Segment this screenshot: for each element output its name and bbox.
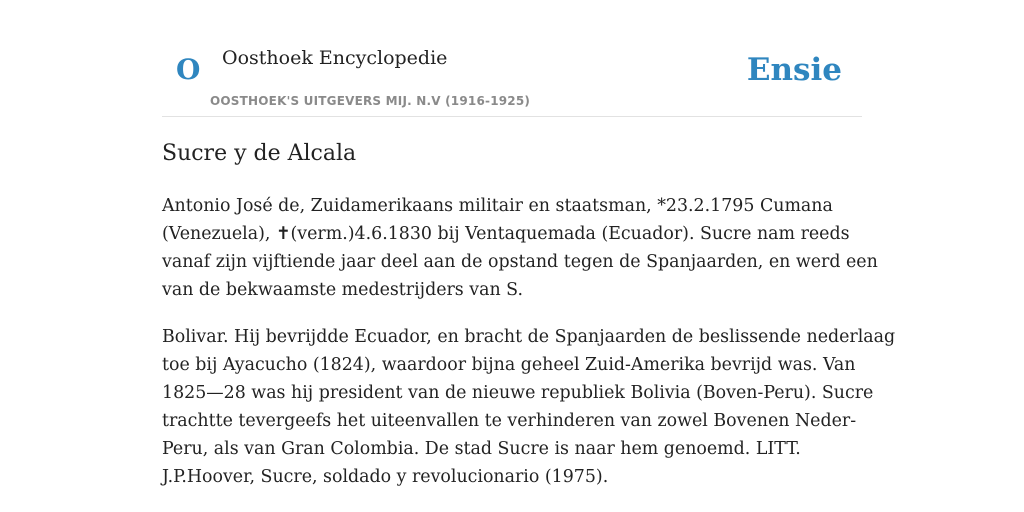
paragraph-line: Antonio José de, Zuidamerikaans militair en staatsman, *23.2.1795 Cumana (162, 196, 833, 216)
entry-body (162, 192, 896, 510)
oosthoek-logo[interactable]: O (176, 53, 201, 86)
site-title[interactable]: Oosthoek Encyclopedie (222, 47, 448, 69)
entry-paragraph (162, 323, 896, 491)
site-header (162, 0, 862, 117)
paragraph-line: vanaf zijn vijftiende jaar deel aan de opstand tegen de Spanjaarden, en werd een (162, 252, 878, 272)
publisher-label: OOSTHOEK'S UITGEVERS MIJ. N.V (1916-1925) (210, 94, 531, 108)
paragraph-line: 1825—28 was hij president van de nieuwe republiek Bolivia (Boven-Peru). Sucre (162, 383, 874, 403)
paragraph-line: toe bij Ayacucho (1824), waardoor bijna geheel Zuid-Amerika bevrijd was. Van (162, 355, 856, 375)
paragraph-line: J.P.Hoover, Sucre, soldado y revolucionario (1975). (162, 467, 609, 487)
ensie-brand-logo[interactable]: Ensie (746, 52, 842, 88)
paragraph-line: Peru, als van Gran Colombia. De stad Sucre is naar hem genoemd. LITT. (162, 439, 801, 459)
entry-paragraph (162, 192, 878, 304)
paragraph-line: van de bekwaamste medestrijders van S. (162, 280, 523, 300)
paragraph-line: (Venezuela), ✝(verm.)4.6.1830 bij Ventaquemada (Ecuador). Sucre nam reeds (162, 224, 850, 244)
entry-title: Sucre y de Alcala (162, 141, 357, 166)
paragraph-line: trachtte tevergeefs het uiteenvallen te verhinderen van zowel Bovenen Neder- (162, 411, 857, 431)
paragraph-line: Bolivar. Hij bevrijdde Ecuador, en bracht de Spanjaarden de beslissende nederlaag (162, 327, 896, 347)
encyclopedia-entry-card (162, 0, 896, 512)
